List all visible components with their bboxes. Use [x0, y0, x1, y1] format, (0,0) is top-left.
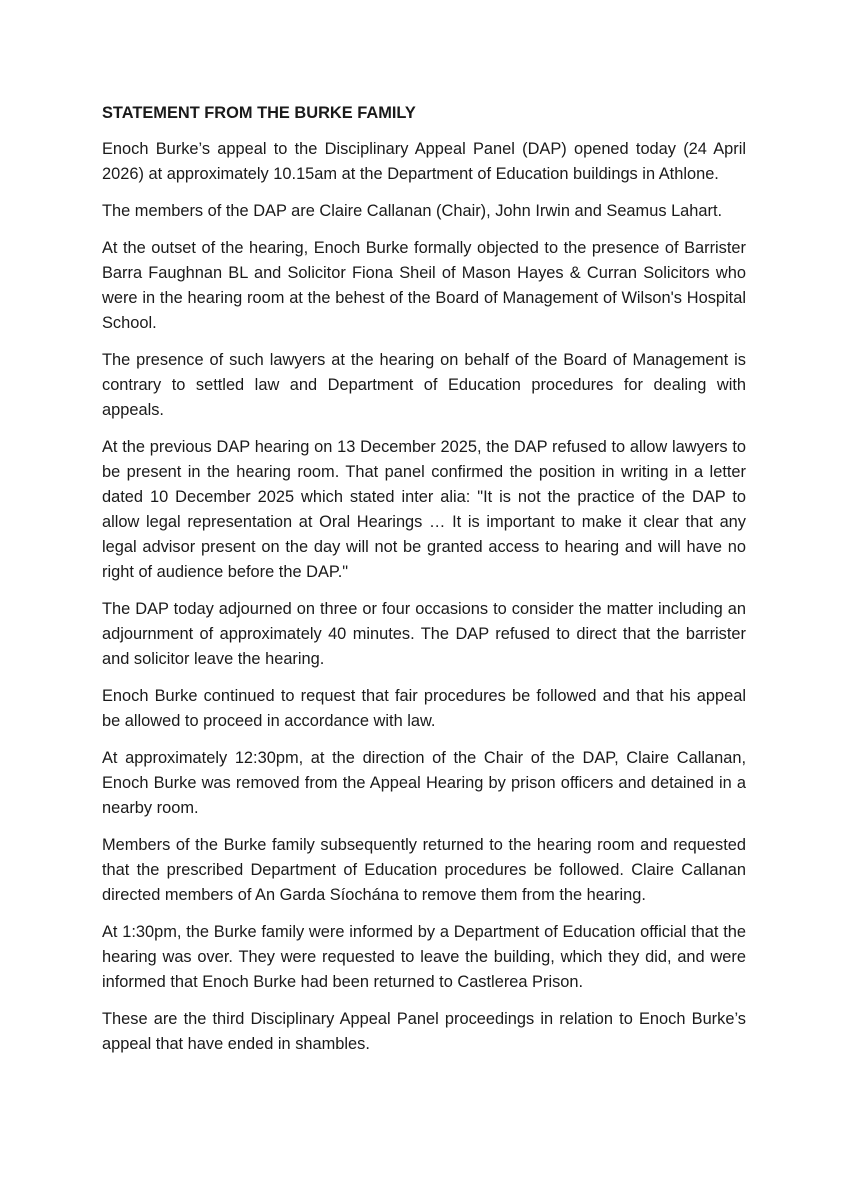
paragraph-6: The DAP today adjourned on three or four occasions to consider the matter including an adjournment of approximately 40 minutes. The DAP refused to direct that the barrister and solicitor leave the hearing. [102, 600, 746, 668]
paragraph-10: At 1:30pm, the Burke family were informed by a Department of Education official that the hearing was over. They were requested to leave the building, which they did, and were informed that Enoch Burke had been returned to Castlerea Prison. [102, 923, 746, 991]
paragraph-11: These are the third Disciplinary Appeal Panel proceedings in relation to Enoch Burke’s appeal that have ended in shambles. [102, 1010, 746, 1053]
paragraph-9: Members of the Burke family subsequently returned to the hearing room and requested that the prescribed Department of Education procedures be followed. Claire Callanan directed members of An Garda Síochána to remove them from the hearing. [102, 836, 746, 904]
document-title: STATEMENT FROM THE BURKE FAMILY [102, 104, 416, 122]
paragraph-2: The members of the DAP are Claire Callanan (Chair), John Irwin and Seamus Lahart. [102, 202, 723, 220]
document-page [102, 101, 746, 1069]
paragraph-3: At the outset of the hearing, Enoch Burke formally objected to the presence of Barrister Barra Faughnan BL and Solicitor Fiona Sheil of Mason Hayes & Curran Solicitors who were in the hearing room at the behest of the Board of Management of Wilson's Hospital School. [102, 239, 746, 332]
paragraph-1: Enoch Burke’s appeal to the Disciplinary Appeal Panel (DAP) opened today (24 April 2026) at approximately 10.15am at the Department of Education buildings in Athlone. [102, 140, 746, 183]
paragraph-4: The presence of such lawyers at the hearing on behalf of the Board of Management is contrary to settled law and Department of Education procedures for dealing with appeals. [102, 351, 746, 419]
paragraph-7: Enoch Burke continued to request that fair procedures be followed and that his appeal be allowed to proceed in accordance with law. [102, 687, 746, 730]
paragraph-5: At the previous DAP hearing on 13 December 2025, the DAP refused to allow lawyers to be present in the hearing room. That panel confirmed the position in writing in a letter dated 10 December 2025 which stated inter alia: "It is not the practice of the DAP to allow legal representation at Oral Hearings … It is important to make it clear that any legal advisor present on the day will not be granted access to hearing and will have no right of audience before the DAP." [102, 438, 746, 581]
paragraph-8: At approximately 12:30pm, at the direction of the Chair of the DAP, Claire Callanan, Enoch Burke was removed from the Appeal Hearing by prison officers and detained in a nearby room. [102, 749, 746, 817]
